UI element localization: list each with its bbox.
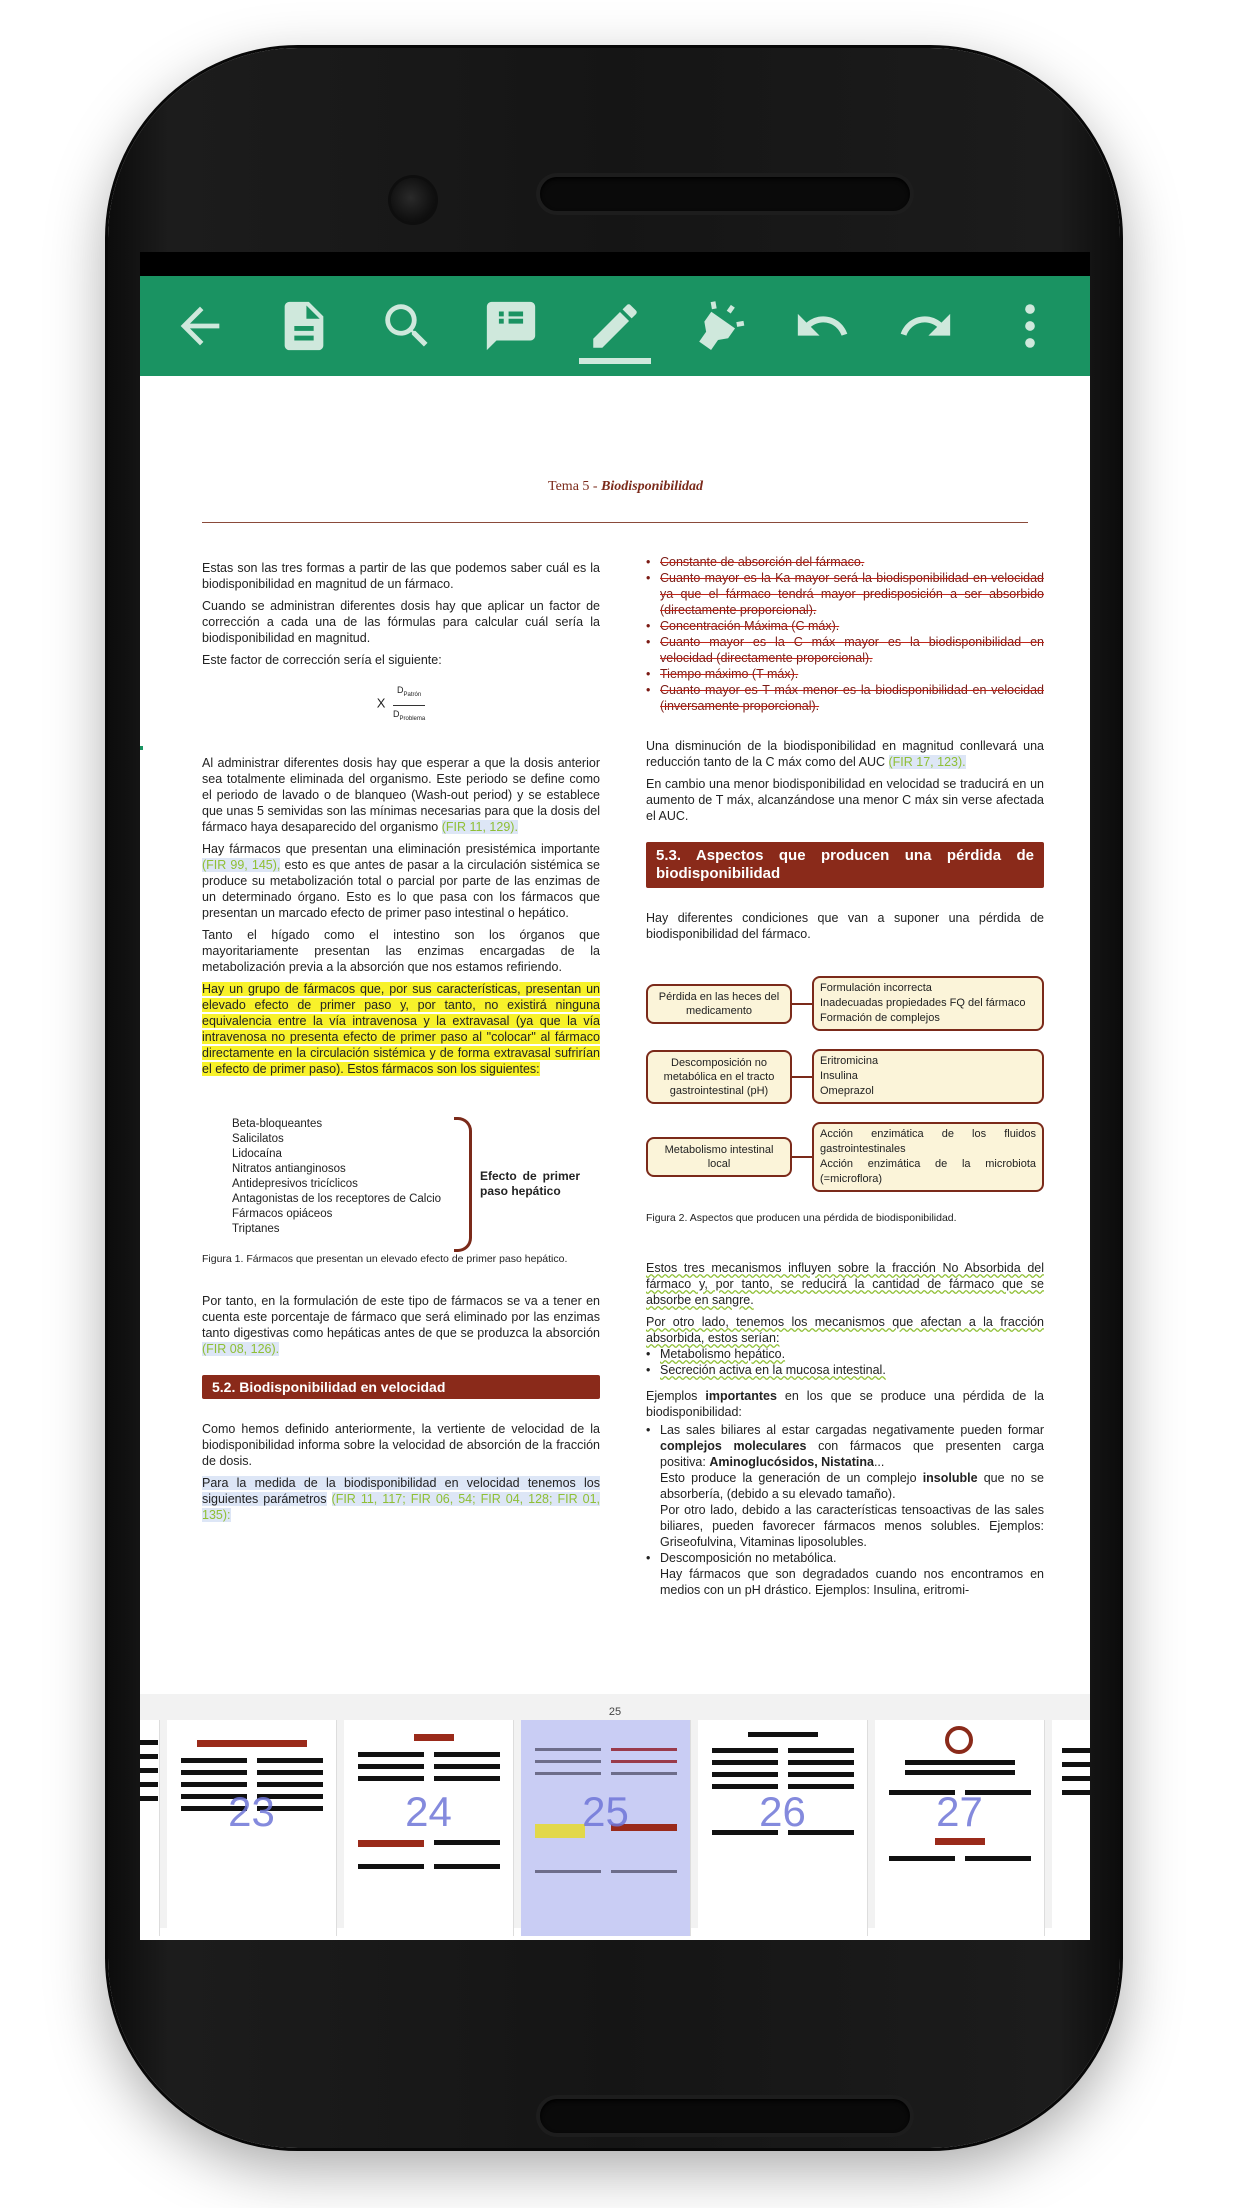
drug-item: Fármacos opiáceos: [232, 1207, 333, 1220]
list-item: [646, 1362, 1044, 1378]
text: Una disminución de la biodisponibilidad en magnitud conllevará una reducción tanto de la C máx como del AUC: [646, 739, 1044, 769]
thumbnail-page-number: 24: [405, 1788, 452, 1835]
struck-item[interactable]: • Cuanto mayor es T máx menor es la biodisponibilidad en velocidad (inversamente proporcional).: [646, 682, 1044, 714]
section-heading-5-2: 5.2. Biodisponibilidad en velocidad: [202, 1375, 600, 1399]
bold-text: insoluble: [922, 1471, 978, 1485]
drug-item: Lidocaína: [232, 1147, 282, 1160]
header-title: Biodisponibilidad: [601, 479, 703, 494]
formula-fraction: [393, 682, 425, 727]
page-thumbnail-current[interactable]: [521, 1720, 691, 1936]
margin-marker: [140, 746, 143, 750]
diagram-connector: [792, 1156, 812, 1158]
paragraph: [202, 1475, 600, 1523]
formula-numerator: D: [397, 685, 404, 695]
right-column: [646, 554, 1044, 1598]
diagram-cause: Metabolismo intestinal local: [646, 1137, 792, 1177]
page-thumbnail[interactable]: [344, 1720, 514, 1936]
paragraph: Como hemos definido anteriormente, la vertiente de velocidad de la biodisponibilidad informa sobre la velocidad de absorción de la fracción de dosis.: [202, 1421, 600, 1468]
figure-1-caption: Figura 1. Fármacos que presentan un elevado efecto de primer paso hepático.: [202, 1252, 568, 1265]
section-heading-5-3: 5.3. Aspectos que producen una pérdida de biodisponibilidad: [646, 842, 1044, 888]
paragraph: En cambio una menor biodisponibilidad en velocidad se traducirá en un aumento de T máx, alcanzándose una menor C máx sin verse afectada el AUC.: [646, 777, 1044, 823]
text: Hay fármacos que presentan una eliminación presistémica importante: [202, 841, 600, 856]
diagram-detail: Acción enzimática de los fluidos gastrointestinales Acción enzimática de la microbiota (=microflora): [812, 1122, 1044, 1192]
header-rule: [202, 522, 1028, 523]
text: Para la medida de la biodisponibilidad en velocidad tenemos los siguientes parámetros: [202, 1475, 600, 1506]
page-header: [202, 479, 1028, 495]
document-icon[interactable]: [264, 286, 344, 366]
bold-text: Aminoglucósidos, Nistatina: [709, 1455, 874, 1469]
front-camera: [391, 178, 435, 222]
thumbnail-page-number: 25: [582, 1788, 629, 1835]
loss-diagram: [646, 976, 1044, 1192]
paragraph: [202, 755, 600, 835]
diagram-connector: [792, 1003, 812, 1005]
diagram-connector: [792, 1076, 812, 1078]
struck-item[interactable]: • Concentración Máxima (C máx).: [646, 618, 1044, 634]
page-thumbnail[interactable]: [167, 1720, 337, 1936]
struck-item[interactable]: • Constante de absorción del fármaco.: [646, 554, 1044, 570]
text: Hay fármacos que son degradados cuando nos encontramos en medios con un pH drástico. Ejemplos: Insulina, eritromi-: [660, 1567, 1044, 1597]
paragraph: [202, 841, 600, 921]
list-item: [646, 1550, 1044, 1598]
paragraph: [646, 738, 1044, 770]
drug-list: [232, 1117, 600, 1237]
highlighted-paragraph[interactable]: [202, 981, 600, 1077]
page-thumbnail-partial[interactable]: [140, 1720, 160, 1936]
drug-item: Antagonistas de los receptores de Calcio: [232, 1192, 442, 1205]
diagram-detail: Formulación incorrecta Inadecuadas propiedades FQ del fármaco Formación de complejos: [812, 976, 1044, 1031]
drug-item: Salicilatos: [232, 1132, 284, 1145]
paragraph: [646, 1314, 1044, 1346]
text: Ejemplos: [646, 1389, 706, 1403]
underlined-text[interactable]: Secreción activa en la mucosa intestinal.: [660, 1363, 886, 1377]
current-page-number: 25: [608, 1706, 622, 1718]
underlined-text[interactable]: Estos tres mecanismos influyen sobre la fracción No Absorbida del fármaco y, por tanto, se reducirá la cantidad de fármaco que se absorbe en sangre.: [646, 1261, 1044, 1307]
text: esto es que antes de pasar a la circulación sistémica se produce su metabolización total o parcial por parte de las enzimas de un determinado órgano. Esto es lo que pasa con los fármacos que presentan un marcado efecto de primer paso intestinal o hepático.: [202, 857, 600, 920]
list-item: [646, 1422, 1044, 1550]
diagram-row: [646, 976, 1044, 1031]
bold-text: complejos moleculares: [660, 1439, 807, 1453]
formula-denominator-sub: Problema: [399, 715, 426, 722]
diagram-detail: Eritromicina Insulina Omeprazol: [812, 1049, 1044, 1104]
paragraph: [646, 1260, 1044, 1308]
bottom-speaker: [540, 2099, 910, 2133]
earpiece-speaker: [540, 177, 910, 211]
diagram-cause: Pérdida en las heces del medicamento: [646, 984, 792, 1024]
drug-item: Nitratos antianginosos: [232, 1162, 346, 1175]
underlined-text[interactable]: Por otro lado, tenemos los mecanismos que afectan a la fracción absorbida, estos serían:: [646, 1315, 1044, 1345]
more-vert-icon[interactable]: [990, 286, 1070, 366]
diagram-cause: Descomposición no metabólica en el tracto gastrointestinal (pH): [646, 1050, 792, 1104]
text: Por otro lado, debido a las características tensoactivas de las sales biliares, pueden favorecer fármacos menos solubles. Ejemplos: Griseofulvina, Vitaminas liposolubles.: [660, 1503, 1044, 1549]
drug-item: Beta-bloqueantes: [232, 1117, 323, 1130]
fir-reference[interactable]: (FIR 17, 123).: [888, 755, 966, 769]
paragraph: Cuando se administran diferentes dosis hay que aplicar un factor de corrección a cada una de las fórmulas para calcular cuál sería la biodisponibilidad en magnitud.: [202, 599, 600, 645]
text: que no se absorbería, (debido a su elevado tamaño).: [660, 1471, 1044, 1501]
bold-text: importantes: [705, 1389, 777, 1403]
text: en los que se produce una pérdida de la biodisponibilidad:: [646, 1389, 1044, 1419]
drugs-effect-label: Efecto de primer paso hepático: [480, 1168, 580, 1198]
brace-shape: [454, 1117, 472, 1252]
left-column: [202, 560, 600, 1529]
status-bar: [140, 252, 1090, 276]
list-item: [646, 1346, 1044, 1362]
back-arrow-icon[interactable]: [160, 286, 240, 366]
paragraph: Hay diferentes condiciones que van a suponer una pérdida de biodisponibilidad del fármaco.: [646, 911, 1044, 941]
page-thumbnail[interactable]: [875, 1720, 1045, 1936]
drug-item: Triptanes: [232, 1222, 280, 1235]
paragraph: [202, 1293, 600, 1357]
text: Descomposición no metabólica.: [660, 1551, 837, 1565]
diagram-row: [646, 1122, 1044, 1192]
fir-reference[interactable]: (FIR 08, 126).: [202, 1341, 280, 1356]
paragraph: Estas son las tres formas a partir de las que podemos saber cuál es la biodisponibilidad en magnitud de un fármaco.: [202, 561, 600, 591]
notes-icon[interactable]: [471, 286, 551, 366]
document-page[interactable]: [140, 376, 1090, 1706]
paragraph: [646, 1388, 1044, 1420]
highlighter-icon[interactable]: [679, 286, 759, 366]
screen: [140, 252, 1090, 1940]
drug-item: Antidepresivos tricíclicos: [232, 1177, 358, 1190]
search-icon[interactable]: [367, 286, 447, 366]
struck-list: [646, 554, 1044, 714]
page-thumbnail-partial[interactable]: [1052, 1720, 1090, 1936]
formula-numerator-sub: Patrón: [403, 691, 422, 698]
formula-x: X: [376, 695, 386, 711]
text: Por tanto, en la formulación de este tipo de fármacos se va a tener en cuenta este porcentaje de fármaco que será eliminado por las enzimas tanto digestivas como hepáticas antes de que se produzca la absorción: [202, 1293, 600, 1340]
text: con fármacos que presenten carga positiva:: [660, 1439, 1044, 1469]
page-thumbnail[interactable]: [698, 1720, 868, 1936]
text: Al administrar diferentes dosis hay que esperar a que la dosis anterior sea totalmente eliminada del organismo. Este periodo se define como el periodo de lavado o de blanqueo (Wash-out period) y se establece que unas 5 semividas son las mínimas necesarias para que la dosis del fármaco haya desaparecido del organismo: [202, 755, 600, 834]
diagram-row: [646, 1049, 1044, 1104]
redo-icon[interactable]: [886, 286, 966, 366]
fir-reference[interactable]: (FIR 11, 117; FIR 06, 54; FIR 04, 128; FIR 01, 135):: [202, 1491, 600, 1522]
examples-list: [646, 1422, 1044, 1598]
thumbnail-page-number: 26: [759, 1788, 806, 1835]
paragraph: Tanto el hígado como el intestino son los órganos que mayoritariamente presentan las enzimas encargadas de la metabolización previa a la absorción que nos estamos refiriendo.: [202, 927, 600, 974]
undo-icon[interactable]: [782, 286, 862, 366]
paragraph: Este factor de corrección sería el siguiente:: [202, 653, 442, 667]
fir-reference[interactable]: (FIR 11, 129).: [441, 819, 518, 834]
correction-formula: [202, 682, 600, 727]
toolbar: [140, 276, 1090, 376]
pen-icon[interactable]: [575, 286, 655, 366]
absorbed-fraction-list: [646, 1346, 1044, 1378]
thumbnail-page-number: 27: [936, 1788, 983, 1835]
struck-item[interactable]: • Cuanto mayor es la Ka mayor será la biodisponibilidad en velocidad ya que el fármaco tendrá mayor predisposición a ser absorbido (directamente proporcional).: [646, 570, 1044, 618]
thumbnail-page-number: 23: [228, 1788, 275, 1835]
header-prefix: Tema 5 -: [548, 479, 602, 494]
underlined-text[interactable]: Metabolismo hepático.: [660, 1347, 786, 1361]
fir-reference[interactable]: (FIR 99, 145),: [202, 857, 281, 872]
struck-item[interactable]: • Cuanto mayor es la C máx mayor es la biodisponibilidad en velocidad (directamente proporcional).: [646, 634, 1044, 666]
formula-denominator: D: [393, 708, 400, 719]
text: Esto produce la generación de un complejo: [660, 1471, 923, 1485]
figure-2-caption: Figura 2. Aspectos que producen una pérdida de biodisponibilidad.: [646, 1212, 957, 1224]
struck-item[interactable]: • Tiempo máximo (T máx).: [646, 666, 1044, 682]
yellow-highlight[interactable]: Hay un grupo de fármacos que, por sus características, presentan un elevado efecto de primer paso y, por tanto, no existirá ninguna equivalencia entre la vía intravenosa y la extravasal (ya que la vía intravenosa no presenta efecto de primer paso al "colocar" al fármaco directamente en la circulación sistémica y de forma extravasal sufrirían el efecto de primer paso). Estos fármacos son los siguientes:: [202, 981, 600, 1076]
text: ...: [873, 1455, 885, 1469]
text: Las sales biliares al estar cargadas negativamente pueden formar: [660, 1423, 1044, 1437]
